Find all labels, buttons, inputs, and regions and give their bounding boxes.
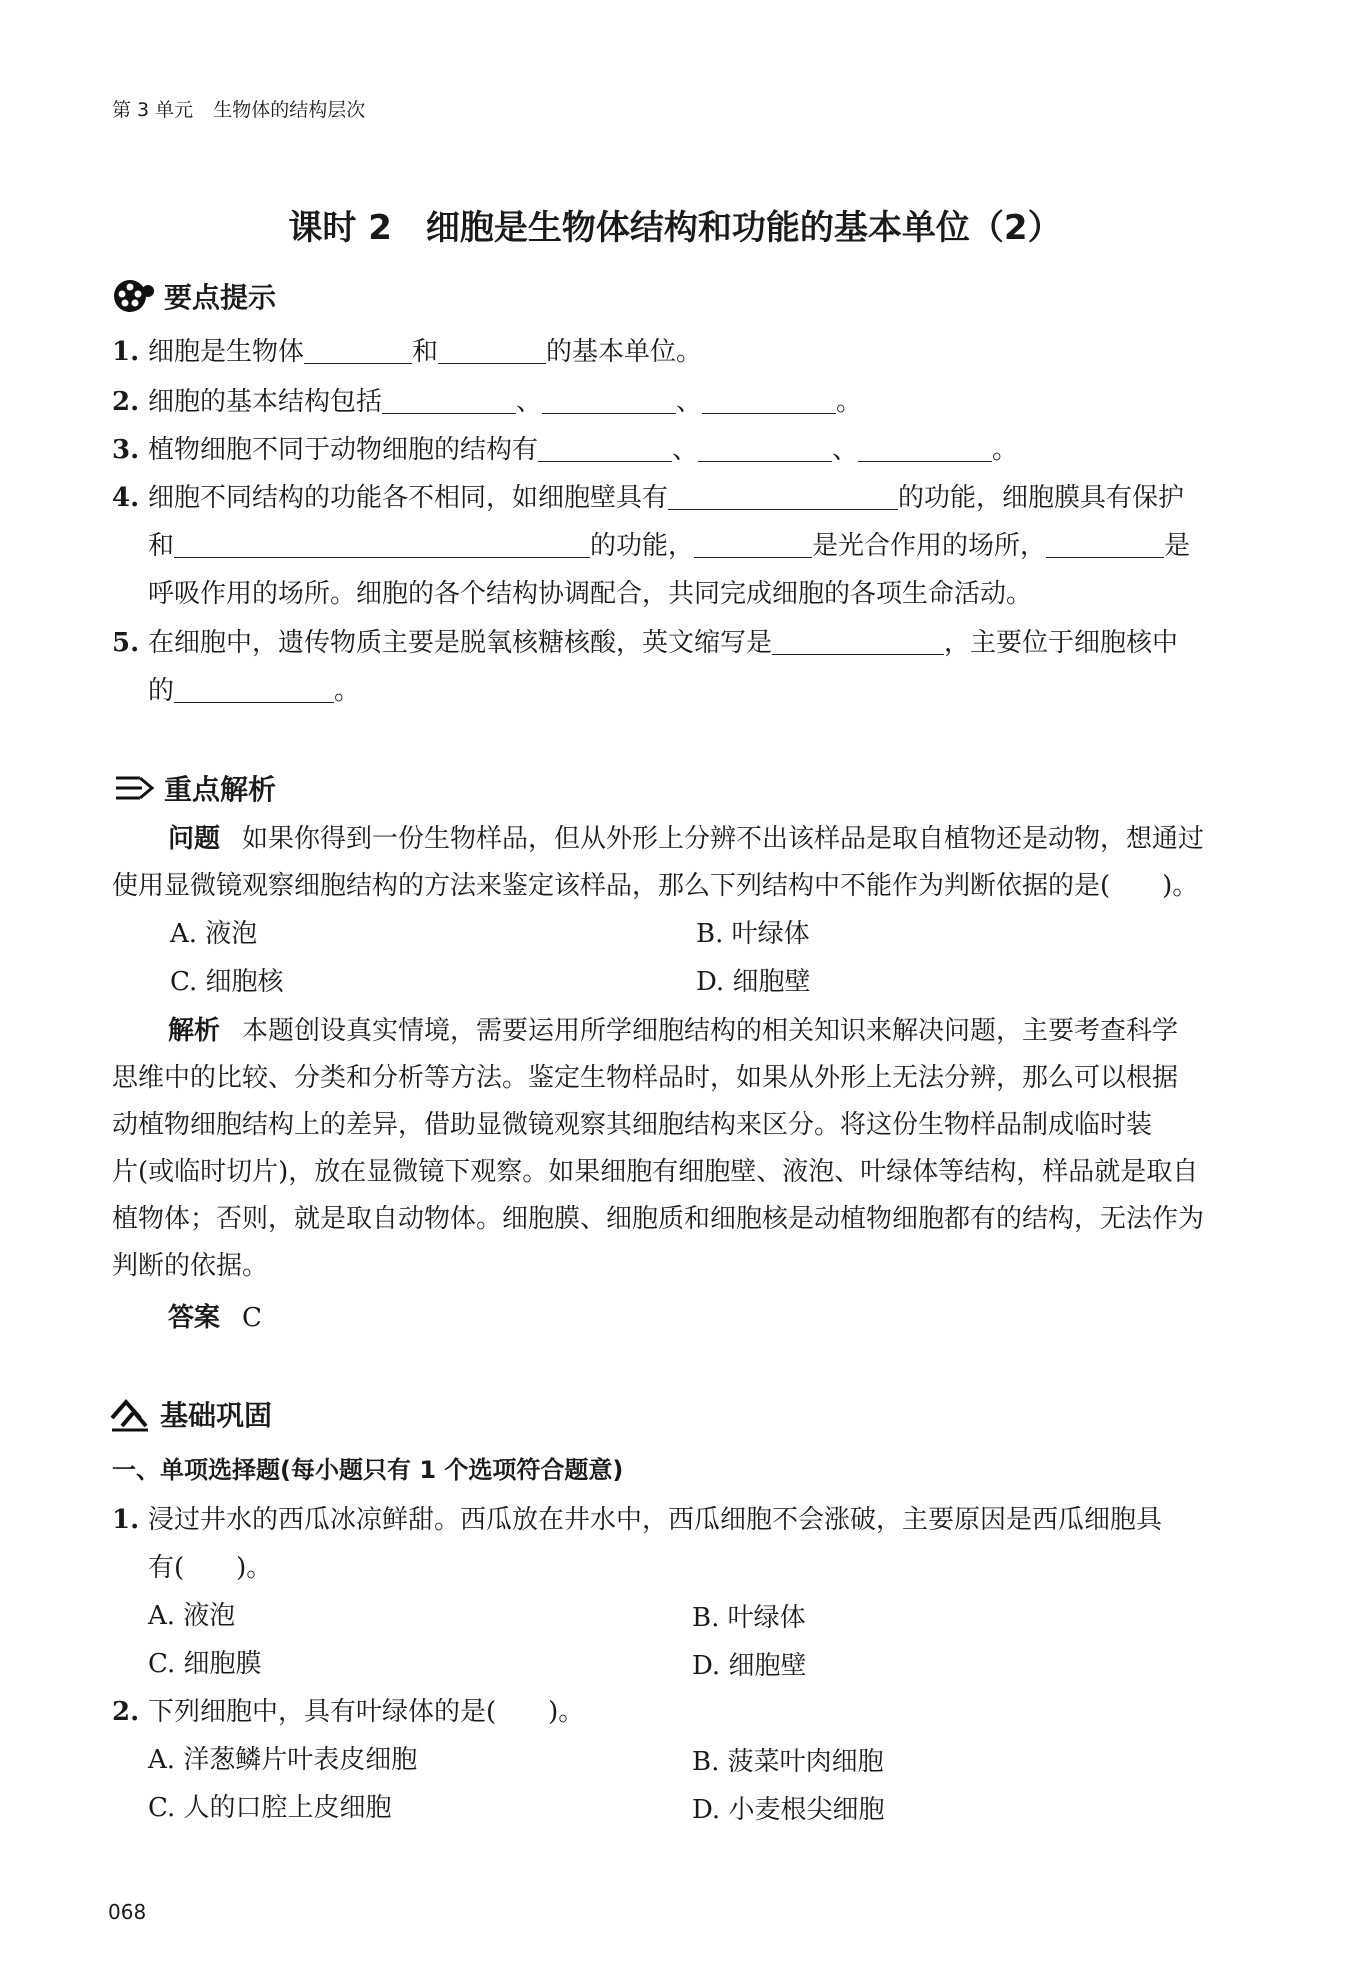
problem-statement: [112, 816, 1242, 910]
question-number: 3.: [112, 435, 140, 465]
option-b[interactable]: B. 叶绿体: [692, 1603, 806, 1633]
fill-blank[interactable]: [382, 387, 516, 414]
problem-label: 问题: [168, 824, 221, 854]
page-title: 课时 2 细胞是生物体结构和功能的基本单位（2）: [288, 208, 1062, 248]
question-1: [112, 336, 702, 368]
text: 植物体；否则，就是取自动物体。细胞膜、细胞质和细胞核是动植物细胞都有的结构，无法作为: [112, 1204, 1205, 1234]
answer-value: C: [242, 1303, 262, 1333]
fill-blank[interactable]: [438, 337, 546, 364]
text: 在细胞中，遗传物质主要是脱氧核糖核酸，英文缩写是: [148, 628, 773, 658]
text: 细胞不同结构的功能各不相同，如细胞壁具有: [148, 483, 669, 513]
text: 。: [992, 435, 1019, 465]
option-a[interactable]: A. 液泡: [148, 1601, 236, 1631]
question-5: [112, 627, 1178, 659]
section-analysis-heading: [112, 768, 276, 808]
fill-blank[interactable]: [698, 435, 832, 462]
question-4-line-3: 呼吸作用的场所。细胞的各个结构协调配合，共同完成细胞的各项生命活动。: [148, 579, 1033, 609]
answer-label: 答案: [168, 1303, 221, 1333]
analysis-label: 解析: [168, 1016, 221, 1046]
text: 细胞是生物体: [148, 337, 305, 367]
film-reel-icon: [112, 276, 156, 316]
text: 和: [412, 337, 439, 367]
text: 如果你得到一份生物样品，但从外形上分辨不出该样品是取自植物还是动物，想通过: [242, 824, 1205, 854]
fill-blank[interactable]: [1046, 531, 1164, 558]
fill-blank[interactable]: [542, 387, 676, 414]
text: 细胞的基本结构包括: [148, 387, 383, 417]
question-number: 1.: [112, 337, 140, 367]
text: 动植物细胞结构上的差异，借助显微镜观察其细胞结构来区分。将这份生物样品制成临时装: [112, 1110, 1153, 1140]
question-number: 4.: [112, 483, 140, 513]
text: 、: [832, 435, 859, 465]
question-4-line-2: [148, 530, 1190, 562]
fill-blank[interactable]: [304, 337, 412, 364]
option-d[interactable]: D. 细胞壁: [692, 1651, 807, 1681]
chevron-stack-icon: [108, 1394, 152, 1434]
section-heading-text: 基础巩固: [160, 1399, 273, 1432]
text: 的功能，: [590, 531, 695, 561]
section-key-points-heading: [112, 276, 276, 316]
fill-blank[interactable]: [538, 435, 672, 462]
text: 使用显微镜观察细胞结构的方法来鉴定该样品，那么下列结构中不能作为判断依据的是( )。: [112, 871, 1199, 901]
text: 、: [516, 387, 543, 417]
fill-blank[interactable]: [694, 531, 812, 558]
text: 、: [676, 387, 703, 417]
text: 的: [148, 676, 175, 706]
option-b[interactable]: B. 叶绿体: [696, 919, 810, 949]
fill-blank[interactable]: [858, 435, 992, 462]
text: 判断的依据。: [112, 1251, 269, 1281]
question-number: 2.: [112, 387, 140, 417]
text: 是: [1164, 531, 1191, 561]
option-c[interactable]: C. 细胞核: [170, 967, 284, 997]
fill-blank[interactable]: [668, 483, 898, 510]
unit-label: 第 3 单元: [112, 99, 194, 121]
option-a[interactable]: A. 液泡: [170, 919, 258, 949]
text: 浸过井水的西瓜冰凉鲜甜。西瓜放在井水中，西瓜细胞不会涨破，主要原因是西瓜细胞具: [148, 1505, 1163, 1535]
fill-blank[interactable]: [772, 628, 944, 655]
text: 和: [148, 531, 175, 561]
option-c[interactable]: C. 人的口腔上皮细胞: [148, 1793, 392, 1823]
question-4: [112, 482, 1184, 514]
text: 下列细胞中，具有叶绿体的是( )。: [148, 1697, 585, 1727]
option-a[interactable]: A. 洋葱鳞片叶表皮细胞: [148, 1745, 418, 1775]
running-header: [112, 95, 365, 122]
question-3: [112, 434, 1018, 466]
text: 植物细胞不同于动物细胞的结构有: [148, 435, 539, 465]
text: 的基本单位。: [546, 337, 703, 367]
section-basics-heading: [108, 1394, 272, 1434]
question-number: 2.: [112, 1697, 140, 1727]
subsection-title: 一、单项选择题(每小题只有 1 个选项符合题意): [112, 1456, 624, 1484]
fill-blank[interactable]: [174, 676, 334, 703]
text: 。: [836, 387, 863, 417]
question-5-line-2: [148, 675, 360, 707]
section-heading-text: 要点提示: [164, 281, 277, 314]
option-d[interactable]: D. 小麦根尖细胞: [692, 1795, 885, 1825]
text: 是光合作用的场所，: [812, 531, 1047, 561]
text: 思维中的比较、分类和分析等方法。鉴定生物样品时，如果从外形上无法分辨，那么可以根据: [112, 1063, 1179, 1093]
exercise-1: [112, 1504, 1162, 1536]
fill-blank[interactable]: [702, 387, 836, 414]
text: 。: [334, 676, 361, 706]
unit-title: 生物体的结构层次: [213, 99, 366, 121]
text: 本题创设真实情境，需要运用所学细胞结构的相关知识来解决问题，主要考查科学: [242, 1016, 1179, 1046]
option-c[interactable]: C. 细胞膜: [148, 1649, 262, 1679]
text: 、: [672, 435, 699, 465]
answer-line: [168, 1302, 262, 1334]
option-d[interactable]: D. 细胞壁: [696, 967, 811, 997]
text: ，主要位于细胞核中: [944, 628, 1179, 658]
section-heading-text: 重点解析: [164, 773, 277, 806]
page-number: 068: [108, 1900, 147, 1924]
arrow-lines-icon: [112, 768, 156, 808]
text: 片(或临时切片)，放在显微镜下观察。如果细胞有细胞壁、液泡、叶绿体等结构，样品就是取自: [112, 1157, 1199, 1187]
question-number: 1.: [112, 1505, 140, 1535]
option-b[interactable]: B. 菠菜叶肉细胞: [692, 1747, 884, 1777]
exercise-1-line-2: 有( )。: [148, 1553, 273, 1583]
exercise-2: [112, 1696, 584, 1728]
question-2: [112, 386, 862, 418]
analysis-paragraph: [112, 1008, 1242, 1290]
question-number: 5.: [112, 628, 140, 658]
fill-blank[interactable]: [174, 531, 590, 558]
text: 的功能，细胞膜具有保护: [898, 483, 1185, 513]
